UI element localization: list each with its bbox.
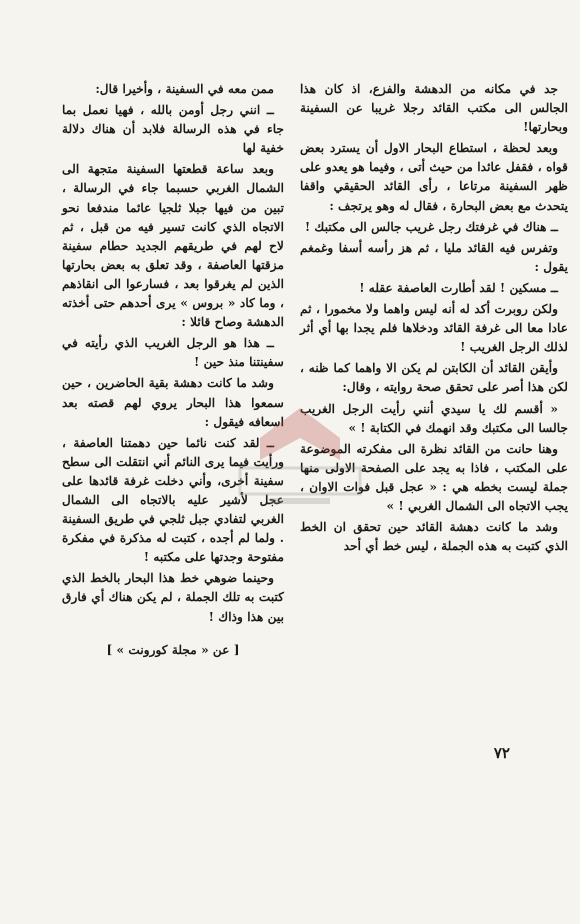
right-text-column bbox=[300, 80, 568, 558]
paragraph: ــ لقد كنت نائما حين دهمتنا العاصفة ، ورأيت فيما يرى النائم أني انتقلت الى سطح سفينة أخرى، وأني دخلت غرفة قائدها على عجل لأشير عليه بالاتجاه الى الشمال الغربي لتفادي جبل ثلجي في طريق السفينة . ولما لم أجده ، كتبت له مذكرة في مفكرة مفتوحة وجدتها على مكتبه ! bbox=[62, 435, 284, 565]
paragraph: ــ هناك في غرفتك رجل غريب جالس الى مكتبك ! bbox=[304, 219, 558, 234]
paragraph: وأيقن القائد أن الكابتن لم يكن الا واهما كما ظنه ، لكن هذا أصر على تحقق صحة روايته ، وقال: bbox=[300, 361, 568, 395]
left-text-column bbox=[62, 80, 284, 662]
paragraph: وهنا حانت من القائد نظرة الى مفكرته الموضوعة على المكتب ، فاذا به يجد على الصفحة الاولى منها جملة ليست بخطه هي : « عجل قبل فوات الاوان ، يجب الاتجاه الى الشمال الغربي ! » bbox=[300, 441, 568, 513]
paragraph: ــ مسكين ! لقد أطارت العاصفة عقله ! bbox=[359, 280, 558, 295]
paragraph: وشد ما كانت دهشة القائد حين تحقق ان الخط الذي كتبت به هذه الجملة ، ليس خط أي أحد bbox=[300, 520, 568, 554]
page-number: ٧٢ bbox=[493, 744, 510, 762]
paragraph: ــ انني رجل أومن بالله ، فهيا نعمل بما جاء في هذه الرسالة فلابد أن هناك دلالة خفية لها bbox=[62, 103, 284, 156]
source-citation: [ عن « مجلة كورونت » ] bbox=[106, 642, 240, 657]
paragraph: جد في مكانه من الدهشة والفزع، اذ كان هذا الجالس الى مكتب القائد رجلا غريبا عن السفينة وبحارتها! bbox=[300, 82, 568, 135]
paragraph: ممن معه في السفينة ، وأخيرا قال: bbox=[95, 82, 274, 96]
paragraph: ولكن روبرت أكد له أنه ليس واهما ولا مخمورا ، ثم عادا معا الى غرفة القائد ودخلاها فلم يجدا بها أي أثر لذلك الرجل الغريب ! bbox=[300, 302, 568, 355]
paragraph: « أقسم لك يا سيدي أنني رأيت الرجل الغريب جالسا الى مكتبك وقد انهمك في الكتابة ! » bbox=[300, 401, 568, 435]
paragraph: وشد ما كانت دهشة بقية الحاضرين ، حين سمعوا هذا البحار يروي لهم قصته بعد اسعافه فيقول : bbox=[62, 376, 284, 429]
paragraph: وحينما ضوهي خط هذا البحار بالخط الذي كتبت به تلك الجملة ، لم يكن هناك أي فارق بين هذا وذاك ! bbox=[62, 571, 284, 624]
paragraph: وتفرس فيه القائد مليا ، ثم هز رأسه أسفا وغمغم يقول : bbox=[300, 240, 568, 274]
paragraph: وبعد ساعة قطعتها السفينة متجهة الى الشمال الغربي حسبما جاء في الرسالة ، تبين من فيها جبلا ثلجيا عائما مندفعا نحو الاتجاه الذي كانت تسير فيه من قبل ، ثم لاح لهم في طريقهم الجديد حطام سفينة مزقتها العاصفة ، وقد تعلق به بعض بحارتها الذين لم يغرقوا بعد ، فسارعوا الى انقاذهم ، وما كاد « بروس » يرى أحدهم حتى أخذته الدهشة وصاح قائلا : bbox=[62, 162, 284, 330]
paragraph: ــ هذا هو الرجل الغريب الذي رأيته في سفينتنا منذ حين ! bbox=[62, 336, 284, 370]
paragraph: وبعد لحظة ، استطاع البحار الاول أن يسترد بعض قواه ، فقفل عائدا من حيث أتى ، وفيما هو يعدو على ظهر السفينة مرتاعا ، رأى القائد الحقيقي واقفا يتحدث مع بعض البحارة ، فقال له وهو يرتجف : bbox=[300, 141, 568, 213]
